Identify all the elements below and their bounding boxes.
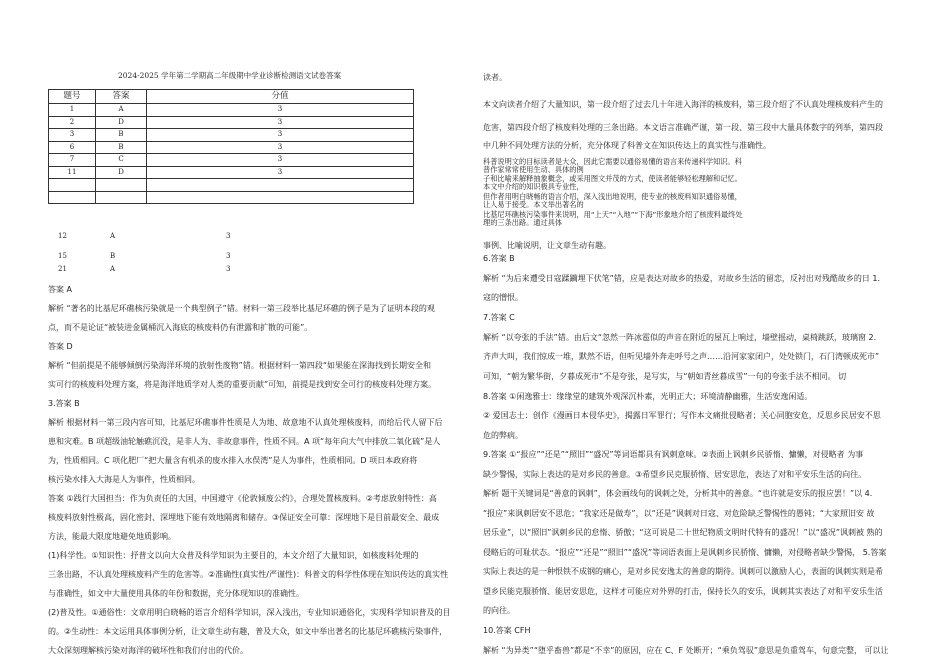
explanation-line: 解析 题干关键词是“善意的讽刺”，体会画线句的讽刺之处，分析其中的善意。“也许就是安乐的报应罢！”以 4. — [483, 489, 873, 498]
answer-line: 与准确性，如文中大量使用具体的年份和数据，充分体现知识的准确性。 — [48, 589, 304, 598]
note-line: 理的三条出路。通过具体 — [483, 218, 563, 227]
note-line: 子和比喻来解释抽象概念，或采用图文并茂的方式，使读者能够轻松理解和记忆。 — [483, 174, 742, 183]
note-line: 让人易于接受。本文举出著名的 — [483, 200, 584, 209]
answer-line: 缺少警惕，实际上表达的是对乡民的善意。③希望乡民克服骄惰、居安思危，表达了对和平安乐生活的向往。 — [483, 470, 867, 479]
extra-row — [58, 265, 230, 274]
explanation-line: 解析 “著名的比基尼环礁核污染就是一个典型例子”错。材料一第三段举比基尼环礁的例子是为了证明本段的观 — [48, 304, 435, 313]
answer-line: 10.答案 CFH — [483, 626, 531, 635]
continued-text: 读者。 — [483, 73, 507, 82]
explanation-line: 的向往。 — [483, 606, 515, 615]
answer-line: 方法，能最大限度地避免地质影响。 — [48, 532, 176, 541]
explanation-line: 侵略后的可耻状态。“报应”“还是”“照旧”“盛况”等词语表面上是讽刺乡民骄惰、慵懒，对侵略者缺少警惕， 5.答案 — [483, 548, 887, 557]
explanation-line: 患和灾难。B 项超级油轮触礁沉没，是非人为、非故意事件，性质不同。A 项“每年向大气中排放二氧化硫”是人 — [48, 437, 441, 446]
cell: 2 — [49, 116, 96, 129]
answer-line: (2)普及性。①通俗性：文章用明白晓畅的语言介绍科学知识，深入浅出，专业知识通俗化，实现科学知识普及的目 — [48, 608, 451, 617]
cell — [49, 191, 96, 204]
cell: 11 — [49, 166, 96, 179]
answer-line: 7.答案 C — [483, 313, 515, 322]
extra-row — [58, 252, 230, 261]
explanation-line: 点，而不是论证“被装进金属桶沉入海底的核废料仍有泄露和扩散的可能”。 — [48, 323, 313, 332]
question-number: 21 — [58, 265, 67, 273]
answer-table — [48, 89, 414, 204]
note-line: 普作家常常使用生动、具体的例 — [483, 165, 584, 174]
cell: B — [96, 129, 147, 142]
explanation-line: 可知，“朝为繁华街，夕暮成死市”不是夸张，是写实，与“朝如青丝暮成雪”一句的夸张手法不相同。 切 — [483, 372, 847, 381]
cell — [96, 191, 147, 204]
answer-letter: A — [110, 232, 116, 240]
cell: 3 — [147, 116, 414, 129]
answer-line: (1)科学性。①知识性：抒普文以向大众普及科学知识为主要目的，本文介绍了大量知识，如核废料处理的 — [48, 551, 419, 560]
explanation-line: 解析 “但前提是不能够倾倒污染海洋环境的放射性废物”错。根据材料一第四段“如果能在深海找到长期安全和 — [48, 361, 431, 370]
extra-row — [58, 232, 230, 241]
explanation-line: 居乐业”，以“照旧”讽刺乡民的怠惰、骄傲；“这可说是二十世纪物质文明时代特有的盛况！”以“盛况”讽刺被 熟的 — [483, 528, 883, 537]
table-row — [49, 129, 414, 142]
answer-line: 大众深刻理解核污染对海洋的破坏性和我们付出的代价。 — [48, 646, 248, 655]
table-row — [49, 104, 414, 117]
cell — [96, 179, 147, 192]
answer-line: 6.答案 B — [483, 254, 515, 263]
explanation-line: 齐声大叫，我们惊成一堆，默然不语，但听见墙外奔走呼号之声……沿河家家闭户，处处锁门，石门湾顿成死市” — [483, 352, 880, 361]
table-row — [49, 116, 414, 129]
note-line: 本文中介绍的知识极具专业性， — [483, 182, 584, 191]
cell: 3 — [147, 166, 414, 179]
cell: 3 — [147, 104, 414, 117]
answer-line: ② 爱国志士：创作《漫画日本侵华史》，揭露日军罪行；写作本文痛批侵略者；关心同胞安危，反思乡民居安不思 — [483, 411, 881, 420]
score: 3 — [226, 265, 231, 273]
cell: 3 — [147, 154, 414, 167]
score: 3 — [226, 252, 231, 260]
explanation-line: 寇的憎恨。 — [483, 293, 523, 302]
table-row — [49, 141, 414, 154]
column-header: 答案 — [96, 90, 147, 104]
cell: 1 — [49, 104, 96, 117]
explanation-line: 核污染水排入大海是人为事件，性质相同。 — [48, 475, 200, 484]
answer-line: 答案 D — [48, 342, 73, 351]
cell: 6 — [49, 141, 96, 154]
answer-line: 三条出路，不认真处理核废料产生的危害等。②准确性(真实性/严谨性)：科普文的科学性体现在知识传达的真实性 — [48, 570, 449, 579]
explanation-line: 为，性质相同。C 项化肥厂“把大量含有机杀的废水排入水俣湾”是人为事件，性质相同。D 项日本政府将 — [48, 456, 418, 465]
cell: D — [96, 116, 147, 129]
column-header: 题号 — [49, 90, 96, 104]
note-line: 比基尼环礁核污染事件来说明，用“上天”“入地”“下海”形象地介绍了核废料最终处 — [483, 210, 743, 219]
answer-line: 3.答案 B — [48, 399, 80, 408]
cell — [147, 191, 414, 204]
answer-line: 答案 A — [48, 285, 73, 294]
cell: 3 — [49, 129, 96, 142]
answer-line: 的。②生动性：本文运用具体事例分析，让文章生动有趣，普及大众，如文中举出著名的比基尼环礁核污染事件， — [48, 627, 448, 636]
answer-line: 核废料放射性极高，固化密封、深埋地下能有效地隔离和储存。③保证安全可靠：深埋地下是目前最安全、最成 — [48, 513, 440, 522]
note-line: 但作者用明白晓畅的语言介绍，深入浅出地说明，使专业的核废料知识通俗易懂， — [483, 192, 742, 201]
table-row — [49, 166, 414, 179]
question-number: 15 — [58, 252, 67, 260]
cell — [49, 179, 96, 192]
column-header: 分值 — [147, 90, 414, 104]
cell: 7 — [49, 154, 96, 167]
question-number: 12 — [58, 232, 67, 240]
answer-line: 答案 ①践行大国担当：作为负责任的大国，中国遵守《伦敦倾废公约》，合理处置核废料。②考虑放射特性：高 — [48, 494, 437, 503]
paragraph-line: 本文向读者介绍了大量知识，第一段介绍了过去几十年进入海洋的核废料，第三段介绍了不认真处理核废料产生的 — [483, 100, 883, 109]
table-row — [49, 179, 414, 192]
cell: D — [96, 166, 147, 179]
cell: B — [96, 141, 147, 154]
explanation-line: 实可行的核废料处理方案，将是海洋地质学对人类的重要贡献”可知，前提是找到安全可行的核废料处理方案。 — [48, 380, 437, 389]
explanation-line: 解析 根据材料一第三段内容可知，比基尼环礁事件性质是人为地、故意地不认真处理核废料，而给后代人留下后 — [48, 418, 443, 427]
paragraph-line: 事例、比喻说明，让文章生动有趣。 — [483, 241, 611, 250]
table-row — [49, 154, 414, 167]
paragraph-line: 中几种不同处理方法的分析，充分体现了科普文在知识传达上的真实性与准确性。 — [483, 141, 771, 150]
explanation-line: “报应”来讽刺居安不思危；“我家还是做寿”，以“还是”讽刺对日寇、对危险缺乏警惕性的愚钝；“大家照旧安 故 — [483, 509, 875, 518]
explanation-line: 实际上表达的是一种恨铁不成钢的痛心，是对乡民安逸太的善意的期待。讽刺可以激励人心，表面的讽刺实则是希 — [483, 567, 883, 576]
explanation-line: 解析 “为后来遭受日寇蹂躏埋下伏笔”错，应是表达对故乡的热爱，对故乡生活的留恋，反衬出对残酷故乡的日 1. — [483, 274, 881, 283]
answer-letter: A — [110, 265, 116, 273]
cell: 3 — [147, 129, 414, 142]
score: 3 — [226, 232, 231, 240]
explanation-line: 解析 “以夸张的手法”错。由后文“忽然一阵冰雹似的声音在附近的屋瓦上响过，墙壁摇动，桌椅跳跃，玻璃窗 2. — [483, 333, 877, 342]
page-title: 2024-2025 学年第二学期高二年级期中学业诊断检测语文试卷答案 — [118, 71, 342, 80]
table-row — [49, 191, 414, 204]
table-header-row — [49, 90, 414, 104]
explanation-line: 望乡民能克服骄惰、能居安思危，这样才可能应对外界的打击，保持长久的安乐，讽刺其实表达了对和平安乐生活 — [483, 587, 883, 596]
paragraph-line: 危害，第四段介绍了核废料处理的三条出路。本文语言准确严谨，第一段、第三段中大量具体数字的列举，第四段 — [483, 123, 883, 132]
cell — [147, 179, 414, 192]
cell: A — [96, 104, 147, 117]
cell: 3 — [147, 141, 414, 154]
answer-line: 危的弊病。 — [483, 431, 523, 440]
cell: C — [96, 154, 147, 167]
explanation-line: 解析 “为异类”“堕乎畜兽”都是“不幸”的原因，应在 C、F 处断开；“乘负驾驭”意思是负重驾车，句意完整， 可以让 — [483, 646, 889, 655]
note-line: 科普说明文的目标读者是大众，因此它需要以通俗易懂的语言来传递科学知识。科 — [483, 157, 742, 166]
answer-letter: B — [110, 252, 116, 260]
answer-line: 8.答案 ①闲逸雅士：缘缘堂的建筑外观深沉朴素，光明正大；环境清静幽雅，生活安逸闲适。 — [483, 392, 813, 401]
answer-line: 9.答案 ①“报应”“还是”“照旧”“盛况”等词语都具有讽刺意味。②表面上讽刺乡民骄惰、慵懒，对侵略者 为事 — [483, 450, 864, 459]
